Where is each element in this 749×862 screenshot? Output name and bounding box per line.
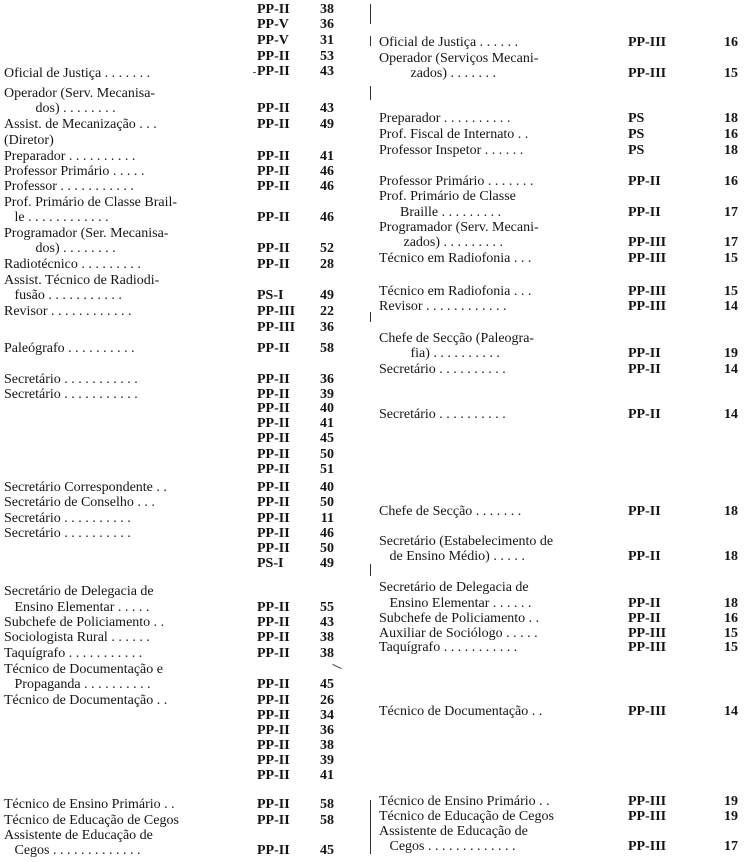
job-title: Operador (Serv. Mecanisa- bbox=[4, 86, 156, 101]
pay-level: PP-II bbox=[257, 526, 290, 541]
reference-number: 14 bbox=[724, 299, 738, 314]
job-title: Secretário de Delegacia de bbox=[379, 580, 529, 595]
reference-number: 15 bbox=[724, 640, 738, 655]
pay-level: PP-II bbox=[257, 541, 290, 556]
job-title: Revisor . . . . . . . . . . . . bbox=[379, 299, 507, 314]
job-title: Assistente de Educação de bbox=[379, 824, 528, 839]
pay-level: PP-II bbox=[257, 2, 290, 17]
pay-level: PP-V bbox=[257, 17, 289, 32]
job-title: Subchefe de Policiamento . . bbox=[4, 615, 165, 630]
column-separator bbox=[370, 86, 371, 100]
pay-level: PP-II bbox=[257, 164, 290, 179]
job-title: (Diretor) bbox=[4, 133, 54, 148]
pay-level: PP-III bbox=[628, 299, 667, 314]
reference-number: 49 bbox=[320, 288, 334, 303]
job-title: Oficial de Justiça . . . . . . bbox=[379, 35, 519, 50]
job-title: Ensino Elementar . . . . . . bbox=[379, 596, 532, 611]
reference-number: 17 bbox=[724, 839, 738, 854]
job-title: fia) . . . . . . . . . . bbox=[379, 346, 500, 361]
reference-number: 39 bbox=[320, 387, 334, 402]
pay-level: PP-II bbox=[628, 504, 661, 519]
job-title: Subchefe de Policiamento . . bbox=[379, 611, 540, 626]
job-title: Secretário . . . . . . . . . . bbox=[4, 526, 131, 541]
reference-number: 19 bbox=[724, 794, 738, 809]
job-title: Auxiliar de Sociólogo . . . . . bbox=[379, 626, 538, 641]
pay-level: PP-II bbox=[257, 431, 290, 446]
reference-number: 15 bbox=[724, 284, 738, 299]
job-title: Técnico de Documentação . . bbox=[4, 693, 168, 708]
reference-number: 18 bbox=[724, 549, 738, 564]
column-separator bbox=[370, 312, 371, 322]
reference-number: 14 bbox=[724, 407, 738, 422]
pay-level: PP-II bbox=[257, 401, 290, 416]
pay-level: PP-II bbox=[257, 646, 290, 661]
reference-number: 36 bbox=[320, 723, 334, 738]
reference-number: 39 bbox=[320, 753, 334, 768]
job-title: Professor Primário . . . . . . . bbox=[379, 174, 534, 189]
pay-level: PP-III bbox=[628, 640, 667, 655]
pay-level: PP-II bbox=[257, 723, 290, 738]
reference-number: 45 bbox=[320, 843, 334, 858]
job-title: Prof. Primário de Classe bbox=[379, 189, 516, 204]
job-title: Revisor . . . . . . . . . . . . bbox=[4, 304, 132, 319]
pay-level: PP-II bbox=[257, 179, 290, 194]
pay-level: PP-II bbox=[257, 495, 290, 510]
job-title: Operador (Serviços Mecani- bbox=[379, 51, 539, 66]
reference-number: 40 bbox=[320, 401, 334, 416]
job-title: Prof. Fiscal de Internato . . bbox=[379, 127, 529, 142]
reference-number: 14 bbox=[724, 704, 738, 719]
pay-level: PP-V bbox=[257, 33, 289, 48]
column-separator bbox=[370, 564, 371, 576]
job-title: Cegos . . . . . . . . . . . . . bbox=[379, 839, 516, 854]
reference-number: 16 bbox=[724, 127, 738, 142]
reference-number: 14 bbox=[724, 362, 738, 377]
pay-level: PP-II bbox=[257, 693, 290, 708]
reference-number: 38 bbox=[320, 630, 334, 645]
reference-number: 41 bbox=[320, 416, 334, 431]
column-separator bbox=[370, 800, 371, 854]
reference-number: 52 bbox=[320, 241, 334, 256]
reference-number: 45 bbox=[320, 431, 334, 446]
reference-number: 17 bbox=[724, 205, 738, 220]
job-title: de Ensino Médio) . . . . . bbox=[379, 549, 525, 564]
reference-number: 41 bbox=[320, 768, 334, 783]
pay-level: PP-III bbox=[628, 839, 667, 854]
reference-number: 40 bbox=[320, 480, 334, 495]
job-title: Técnico de Ensino Primário . . bbox=[4, 797, 175, 812]
reference-number: 11 bbox=[320, 511, 334, 526]
pay-level: PP-II bbox=[628, 611, 661, 626]
pay-level: PP-III bbox=[257, 304, 296, 319]
job-title: Secretário Correspondente . . bbox=[4, 480, 167, 495]
pay-level: PP-II bbox=[628, 346, 661, 361]
pay-level: PS bbox=[628, 111, 645, 126]
pay-level: PP-II bbox=[628, 549, 661, 564]
pay-level: PP-II bbox=[628, 596, 661, 611]
reference-number: 26 bbox=[320, 693, 334, 708]
stray-mark bbox=[332, 664, 341, 669]
pay-level: PP-II bbox=[257, 416, 290, 431]
reference-number: 15 bbox=[724, 251, 738, 266]
pay-level: PP-II bbox=[257, 753, 290, 768]
reference-number: 58 bbox=[320, 341, 334, 356]
pay-level: PP-III bbox=[257, 320, 296, 335]
reference-number: 34 bbox=[320, 708, 334, 723]
job-title: Chefe de Secção (Paleogra- bbox=[379, 331, 535, 346]
reference-number: 22 bbox=[320, 304, 334, 319]
reference-number: 28 bbox=[320, 257, 334, 272]
pay-level: PP-II bbox=[257, 49, 290, 64]
column-separator bbox=[370, 36, 371, 46]
job-title: Técnico de Educação de Cegos bbox=[4, 813, 179, 828]
job-title: Professor . . . . . . . . . . . bbox=[4, 179, 134, 194]
pay-level: PP-II bbox=[257, 101, 290, 116]
reference-number: 49 bbox=[320, 556, 334, 571]
job-title: fusão . . . . . . . . . . . bbox=[4, 288, 122, 303]
reference-number: 38 bbox=[320, 646, 334, 661]
pay-level: PS-I bbox=[257, 556, 284, 571]
job-title: Secretário . . . . . . . . . . . bbox=[4, 387, 138, 402]
reference-number: 18 bbox=[724, 504, 738, 519]
reference-number: 58 bbox=[320, 813, 334, 828]
reference-number: 16 bbox=[724, 174, 738, 189]
pay-level: PP-II bbox=[628, 174, 661, 189]
job-title: Técnico em Radiofonia . . . bbox=[379, 251, 532, 266]
reference-number: 31 bbox=[320, 33, 334, 48]
job-title: Assist. Técnico de Radiodi- bbox=[4, 273, 160, 288]
pay-level: PP-II bbox=[257, 257, 290, 272]
job-title: dos) . . . . . . . . bbox=[4, 241, 116, 256]
reference-number: 17 bbox=[724, 235, 738, 250]
pay-level: PP-II bbox=[257, 511, 290, 526]
reference-number: 51 bbox=[320, 462, 334, 477]
pay-level: PP-II bbox=[257, 372, 290, 387]
reference-number: 16 bbox=[724, 611, 738, 626]
pay-level: PP-II bbox=[257, 843, 290, 858]
reference-number: 46 bbox=[320, 210, 334, 225]
reference-number: 36 bbox=[320, 17, 334, 32]
pay-level: PP-II bbox=[628, 362, 661, 377]
reference-number: 53 bbox=[320, 49, 334, 64]
reference-number: 50 bbox=[320, 447, 334, 462]
job-title: Secretário (Estabelecimento de bbox=[379, 534, 554, 549]
job-title: Ensino Elementar . . . . . bbox=[4, 600, 150, 615]
pay-level: PP-III bbox=[628, 794, 667, 809]
pay-level: PP-II bbox=[257, 813, 290, 828]
pay-level: PS bbox=[628, 143, 645, 158]
job-title: Secretário de Conselho . . . bbox=[4, 495, 155, 510]
job-title: Taquígrafo . . . . . . . . . . . bbox=[4, 646, 143, 661]
reference-number: 38 bbox=[320, 738, 334, 753]
job-title: Chefe de Secção . . . . . . . bbox=[379, 504, 522, 519]
job-title: dos) . . . . . . . . bbox=[4, 101, 116, 116]
job-title: Secretário . . . . . . . . . . bbox=[379, 362, 506, 377]
job-title: Professor Inspetor . . . . . . bbox=[379, 143, 524, 158]
job-title: Prof. Primário de Classe Brail- bbox=[4, 195, 178, 210]
pay-level: PP-III bbox=[628, 251, 667, 266]
pay-level: PP-II bbox=[628, 407, 661, 422]
reference-number: 15 bbox=[724, 626, 738, 641]
job-title: Oficial de Justiça . . . . . . . bbox=[4, 66, 151, 81]
pay-level: PS-I bbox=[257, 288, 284, 303]
job-title: Técnico de Documentação . . bbox=[379, 704, 543, 719]
pay-level: PP-II bbox=[257, 480, 290, 495]
pay-level: PP-II bbox=[257, 149, 290, 164]
job-title: Secretário . . . . . . . . . . . bbox=[4, 372, 138, 387]
pay-level: PP-II bbox=[257, 447, 290, 462]
job-title: Professor Primário . . . . . bbox=[4, 164, 145, 179]
reference-number: 38 bbox=[320, 2, 334, 17]
pay-level: PP-II bbox=[628, 205, 661, 220]
pay-level: PP-II bbox=[257, 677, 290, 692]
job-title: Programador (Ser. Mecanisa- bbox=[4, 226, 169, 241]
pay-level: PP-III bbox=[628, 235, 667, 250]
pay-level: PP-II bbox=[257, 117, 290, 132]
job-title: Assistente de Educação de bbox=[4, 828, 153, 843]
reference-number: 46 bbox=[320, 526, 334, 541]
reference-number: 50 bbox=[320, 495, 334, 510]
pay-level: PP-III bbox=[628, 809, 667, 824]
pay-level: PP-III bbox=[628, 626, 667, 641]
job-title: Técnico de Educação de Cegos bbox=[379, 809, 554, 824]
reference-number: 58 bbox=[320, 797, 334, 812]
reference-number: 55 bbox=[320, 600, 334, 615]
reference-number: 49 bbox=[320, 117, 334, 132]
job-title: Secretário . . . . . . . . . . bbox=[4, 511, 131, 526]
job-title: Preparador . . . . . . . . . . bbox=[4, 149, 136, 164]
pay-level: PP-II bbox=[257, 210, 290, 225]
pay-level: PP-II bbox=[257, 600, 290, 615]
pay-level: PS bbox=[628, 127, 645, 142]
pay-level: PP-III bbox=[628, 66, 667, 81]
job-title: Sociologista Rural . . . . . . bbox=[4, 630, 150, 645]
reference-number: 46 bbox=[320, 179, 334, 194]
job-title: Secretário . . . . . . . . . . bbox=[379, 407, 506, 422]
job-title: Assist. de Mecanização . . . bbox=[4, 117, 157, 132]
job-title: Braille . . . . . . . . . bbox=[379, 205, 502, 220]
reference-number: 36 bbox=[320, 320, 334, 335]
column-separator bbox=[370, 4, 371, 24]
reference-number: 18 bbox=[724, 111, 738, 126]
reference-number: 19 bbox=[724, 809, 738, 824]
pay-level: PP-II bbox=[257, 768, 290, 783]
job-title: Radiotécnico . . . . . . . . . bbox=[4, 257, 141, 272]
job-title: Programador (Serv. Mecani- bbox=[379, 220, 539, 235]
pay-level: PP-III bbox=[628, 35, 667, 50]
pay-level: PP-II bbox=[257, 462, 290, 477]
reference-number: 46 bbox=[320, 164, 334, 179]
job-title: Propaganda . . . . . . . . . . bbox=[4, 677, 151, 692]
job-title: zados) . . . . . . . . . bbox=[379, 235, 504, 250]
reference-number: 18 bbox=[724, 596, 738, 611]
job-title: le . . . . . . . . . . . . bbox=[4, 210, 109, 225]
reference-number: 43 bbox=[320, 615, 334, 630]
reference-number: 41 bbox=[320, 149, 334, 164]
job-title: Preparador . . . . . . . . . . bbox=[379, 111, 511, 126]
job-title: Paleógrafo . . . . . . . . . . bbox=[4, 341, 135, 356]
job-title: Cegos . . . . . . . . . . . . . bbox=[4, 843, 141, 858]
job-title: Técnico em Radiofonia . . . bbox=[379, 284, 532, 299]
pay-level: PP-II bbox=[257, 341, 290, 356]
pay-level: PP-III bbox=[628, 284, 667, 299]
pay-level: PP-III bbox=[628, 704, 667, 719]
reference-number: 45 bbox=[320, 677, 334, 692]
job-title: zados) . . . . . . . bbox=[379, 66, 497, 81]
pay-level: PP-II bbox=[257, 387, 290, 402]
reference-number: 18 bbox=[724, 143, 738, 158]
pay-level: PP-II bbox=[257, 64, 290, 79]
reference-number: 15 bbox=[724, 66, 738, 81]
pay-level: PP-II bbox=[257, 738, 290, 753]
pay-level: PP-II bbox=[257, 241, 290, 256]
pay-level: PP-II bbox=[257, 708, 290, 723]
reference-number: 43 bbox=[320, 101, 334, 116]
job-title: Técnico de Ensino Primário . . bbox=[379, 794, 550, 809]
reference-number: 36 bbox=[320, 372, 334, 387]
reference-number: 50 bbox=[320, 541, 334, 556]
pay-level: PP-II bbox=[257, 630, 290, 645]
pay-level: PP-II bbox=[257, 797, 290, 812]
job-title: Secretário de Delegacia de bbox=[4, 584, 154, 599]
job-title: Técnico de Documentação e bbox=[4, 662, 163, 677]
reference-number: 19 bbox=[724, 346, 738, 361]
reference-number: 43 bbox=[320, 64, 334, 79]
job-title: Taquígrafo . . . . . . . . . . . bbox=[379, 640, 518, 655]
reference-number: 16 bbox=[724, 35, 738, 50]
pay-level: PP-II bbox=[257, 615, 290, 630]
stray-mark bbox=[253, 72, 256, 73]
